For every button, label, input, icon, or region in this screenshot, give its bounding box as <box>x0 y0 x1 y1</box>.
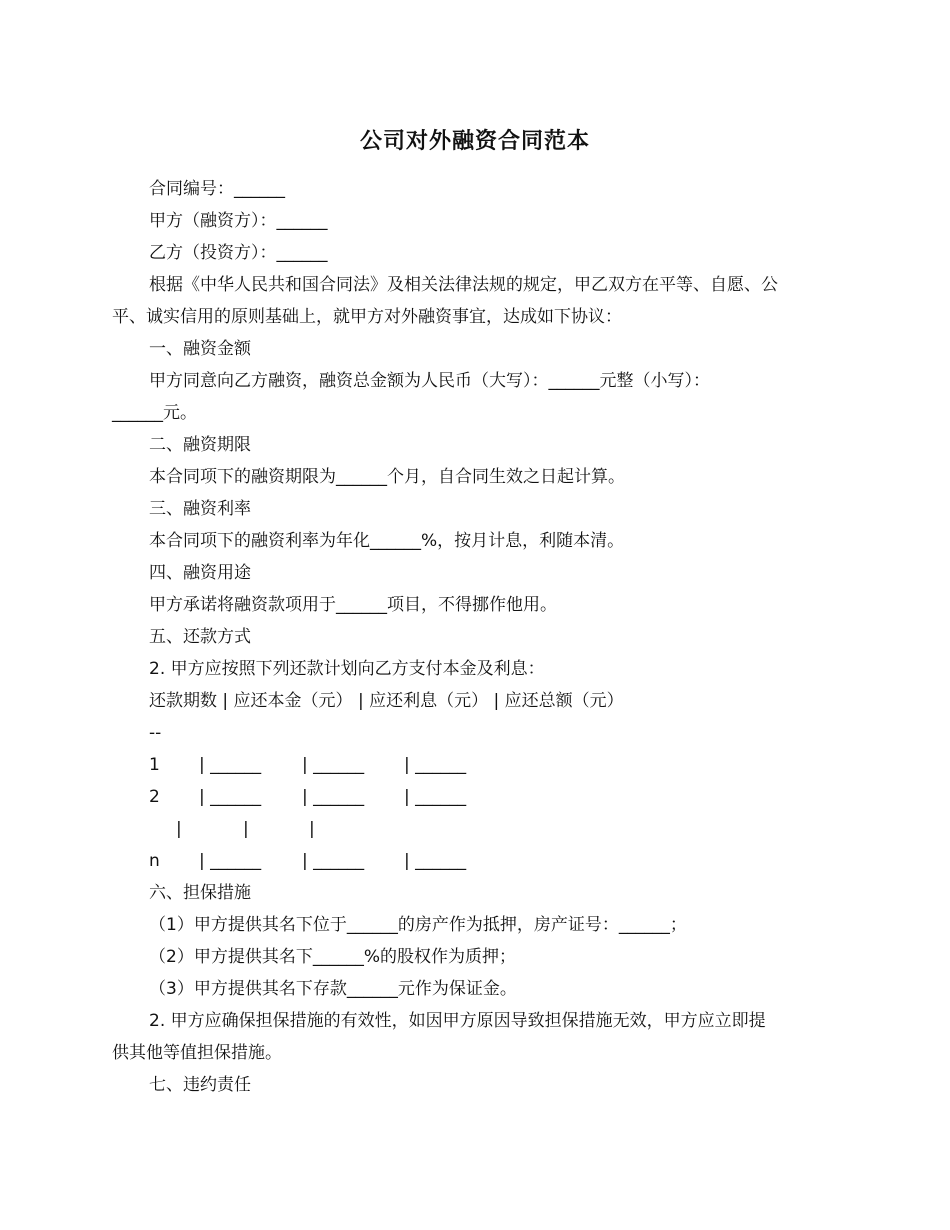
repayment-row-n-period: n <box>149 851 160 871</box>
repayment-row-1-total: | ______ <box>404 755 467 775</box>
section-6-item-2: （2）甲方提供其名下______%的股权作为质押； <box>149 947 516 967</box>
section-3-text: 本合同项下的融资利率为年化______%，按月计息，利随本清。 <box>149 531 625 551</box>
section-5-text: 2. 甲方应按照下列还款计划向乙方支付本金及利息： <box>149 659 545 679</box>
document-title: 公司对外融资合同范本 <box>359 129 590 154</box>
repayment-row-3-interest: | <box>243 819 249 839</box>
repayment-row-3-total: | <box>309 819 315 839</box>
section-6-heading: 六、担保措施 <box>149 883 251 903</box>
section-3-heading: 三、融资利率 <box>149 499 251 519</box>
repayment-row-1-principal: | ______ <box>199 755 262 775</box>
repayment-row-2-principal: | ______ <box>199 787 262 807</box>
section-4-text: 甲方承诺将融资款项用于______项目，不得挪作他用。 <box>149 595 557 615</box>
section-5-heading: 五、还款方式 <box>149 627 251 647</box>
repayment-row-1-interest: | ______ <box>302 755 365 775</box>
party-a-line: 甲方（融资方）：______ <box>149 211 328 231</box>
repayment-row-n-interest: | ______ <box>302 851 365 871</box>
repayment-row-2-interest: | ______ <box>302 787 365 807</box>
repayment-row-n-total: | ______ <box>404 851 467 871</box>
party-b-line: 乙方（投资方）：______ <box>149 243 328 263</box>
repayment-row-n-principal: | ______ <box>199 851 262 871</box>
preamble-line-2: 平、诚实信用的原则基础上，就甲方对外融资事宜，达成如下协议： <box>112 307 622 327</box>
section-6-text-2: 供其他等值担保措施。 <box>112 1043 282 1063</box>
section-1-text-2: ______元。 <box>112 403 197 423</box>
section-1-text-1: 甲方同意向乙方融资，融资总金额为人民币（大写）：______元整（小写）： <box>149 371 710 391</box>
repayment-row-1-period: 1 <box>149 755 160 775</box>
section-7-heading: 七、违约责任 <box>149 1075 251 1095</box>
repayment-row-2-total: | ______ <box>404 787 467 807</box>
section-4-heading: 四、融资用途 <box>149 563 251 583</box>
repayment-table-header: 还款期数 | 应还本金（元） | 应还利息（元） | 应还总额（元） <box>149 691 624 711</box>
section-2-heading: 二、融资期限 <box>149 435 251 455</box>
contract-number-line: 合同编号：______ <box>149 179 285 199</box>
section-2-text: 本合同项下的融资期限为______个月，自合同生效之日起计算。 <box>149 467 625 487</box>
repayment-row-2-period: 2 <box>149 787 160 807</box>
section-6-item-3: （3）甲方提供其名下存款______元作为保证金。 <box>149 979 517 999</box>
repayment-table-separator: -- <box>149 723 162 743</box>
preamble-line-1: 根据《中华人民共和国合同法》及相关法律法规的规定，甲乙双方在平等、自愿、公 <box>149 275 778 295</box>
section-6-text-1: 2. 甲方应确保担保措施的有效性，如因甲方原因导致担保措施无效，甲方应立即提 <box>149 1011 766 1031</box>
repayment-row-3-principal: | <box>176 819 182 839</box>
section-1-heading: 一、融资金额 <box>149 339 251 359</box>
section-6-item-1: （1）甲方提供其名下位于______的房产作为抵押，房产证号：______； <box>149 915 687 935</box>
